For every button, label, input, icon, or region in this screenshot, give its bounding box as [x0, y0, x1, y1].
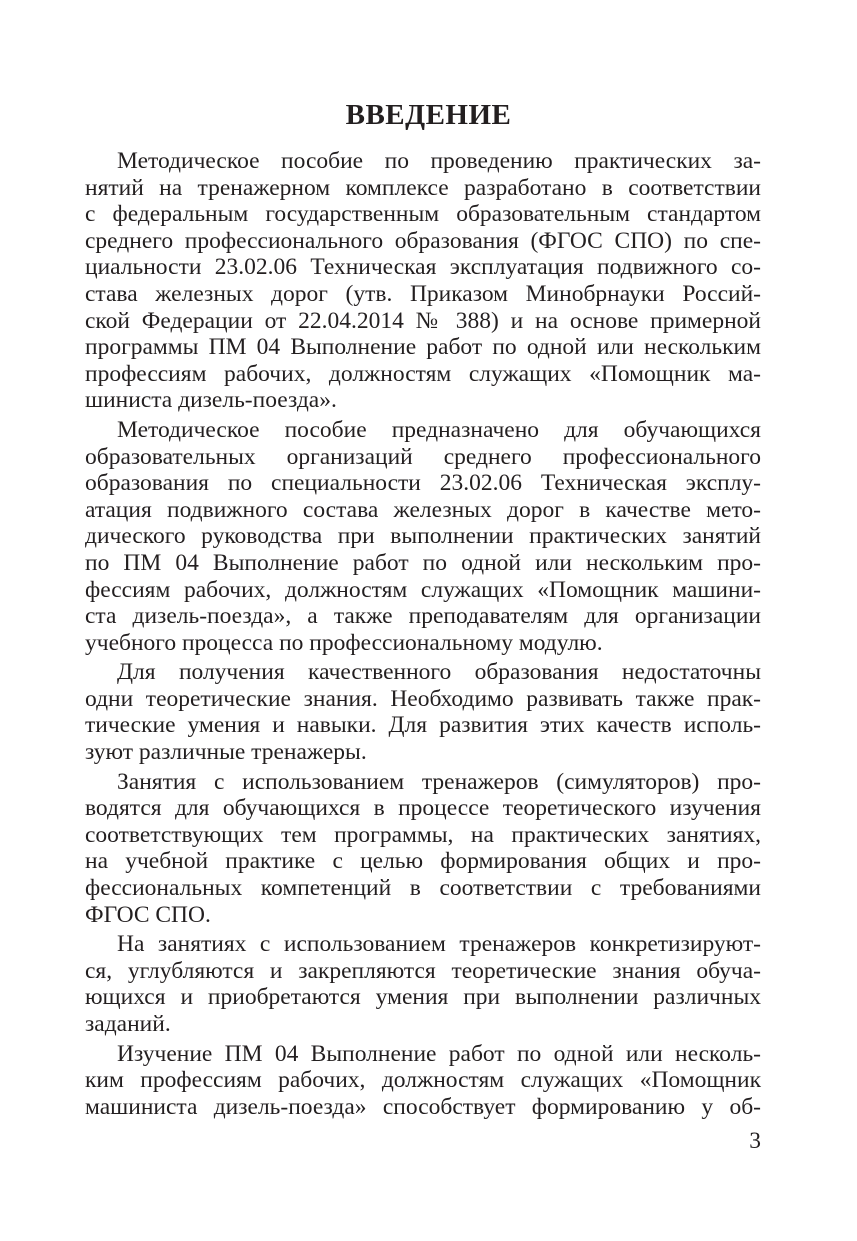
text-line: фессиональных компетенций в соответствии с требованиями	[85, 875, 761, 902]
page-title: ВВЕДЕНИЕ	[345, 99, 512, 131]
paragraph	[85, 148, 761, 414]
text-line: Занятия с использованием тренажеров (симуляторов) про-	[117, 768, 761, 795]
text-line: нятий на тренажерном комплексе разработано в соответствии	[85, 174, 761, 201]
text-line: среднего профессионального образования (ФГОС СПО) по спе-	[85, 227, 761, 254]
text-line: дического руководства при выполнении практических занятий	[85, 523, 761, 550]
text-line: На занятиях с использованием тренажеров конкретизируют-	[117, 931, 761, 958]
body-text	[85, 148, 761, 1123]
text-line: Методическое пособие по проведению практических за-	[117, 148, 761, 174]
text-line: става железных дорог (утв. Приказом Минобрнауки Россий-	[85, 280, 761, 307]
text-line: образовательных организаций среднего профессионального	[85, 443, 761, 470]
text-line: программы ПМ 04 Выполнение работ по одной или нескольким	[85, 334, 761, 361]
text-line: ющихся и приобретаются умения при выполнении различных	[85, 984, 761, 1011]
text-line: машиниста дизель-поезда» способствует формированию у об-	[85, 1093, 761, 1120]
text-line: фессиям рабочих, должностям служащих «Помощник машини-	[85, 576, 761, 603]
text-line: учебного процесса по профессиональному модулю.	[85, 629, 603, 656]
text-line: Методическое пособие предназначено для обучающихся	[117, 416, 761, 443]
text-line: одни теоретические знания. Необходимо развивать также прак-	[85, 685, 761, 712]
text-line: ста дизель-поезда», а также преподавателям для организации	[85, 603, 761, 630]
text-line: соответствующих тем программы, на практических занятиях,	[85, 821, 761, 848]
text-line: профессиям рабочих, должностям служащих «Помощник ма-	[85, 360, 761, 387]
text-line: зуют различные тренажеры.	[85, 739, 367, 766]
text-line: с федеральным государственным образовательным стандартом	[85, 201, 761, 228]
text-line: по ПМ 04 Выполнение работ по одной или нескольким про-	[85, 549, 761, 576]
text-line: ФГОС СПО.	[85, 901, 211, 928]
paragraph	[85, 769, 761, 929]
page-number: 3	[749, 1128, 761, 1154]
text-line: тические умения и навыки. Для развития этих качеств исполь-	[85, 712, 761, 739]
paragraph	[85, 931, 761, 1037]
text-line: ской Федерации от 22.04.2014 № 388) и на основе примерной	[85, 307, 761, 334]
text-line: циальности 23.02.06 Техническая эксплуатация подвижного со-	[85, 254, 761, 281]
text-line: водятся для обучающихся в процессе теоретического изучения	[85, 795, 761, 822]
text-line: образования по специальности 23.02.06 Техническая эксплу-	[85, 470, 761, 497]
text-line: ким профессиям рабочих, должностям служащих «Помощник	[85, 1067, 761, 1094]
paragraph	[85, 417, 761, 656]
paragraph	[85, 1041, 761, 1121]
text-line: заданий.	[85, 1011, 171, 1037]
text-line: Изучение ПМ 04 Выполнение работ по одной или несколь-	[117, 1040, 761, 1067]
paragraph	[85, 659, 761, 765]
text-line: шиниста дизель-поезда».	[85, 387, 337, 414]
text-line: атация подвижного состава железных дорог в качестве мето-	[85, 496, 761, 523]
text-line: ся, углубляются и закрепляются теоретические знания обуча-	[85, 957, 761, 984]
text-line: Для получения качественного образования недостаточны	[117, 659, 761, 686]
text-line: на учебной практике с целью формирования общих и про-	[85, 848, 761, 875]
